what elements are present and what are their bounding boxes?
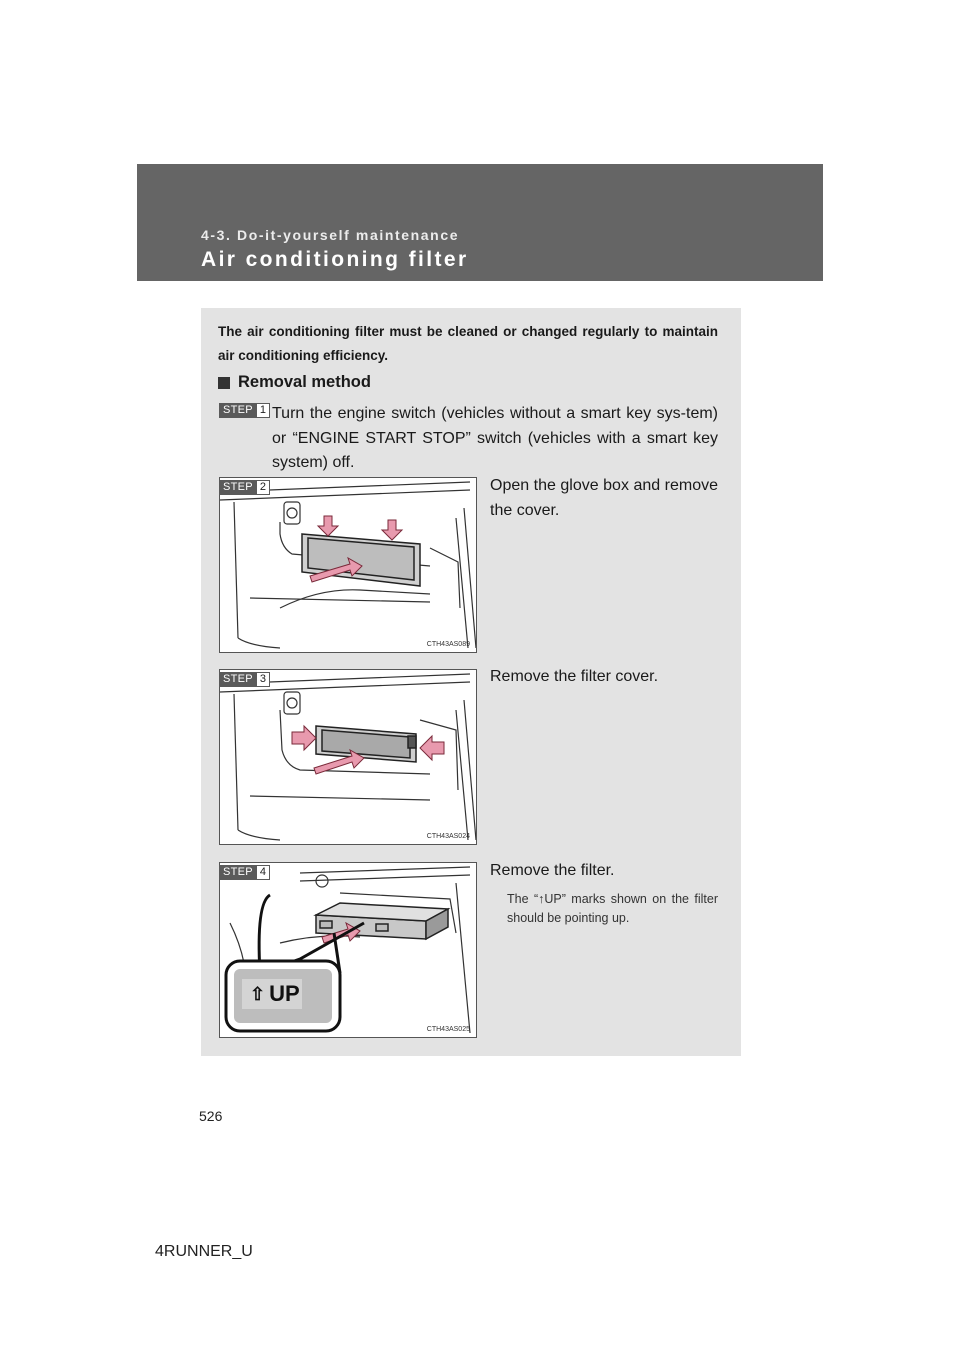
step-4-number: 4	[257, 865, 270, 880]
step-2-badge	[219, 480, 270, 495]
note-suffix: UP” marks shown on the filter should be pointing up.	[507, 892, 718, 925]
up-arrow-icon: ↑	[538, 892, 545, 906]
step-1-text: Turn the engine switch (vehicles without a smart key sys-tem) or “ENGINE START STOP” switch (vehicles with a smart key system) off.	[272, 405, 718, 471]
step-4-badge	[219, 865, 270, 880]
step-3-figure	[219, 669, 477, 845]
note-prefix: The “	[507, 892, 539, 906]
filter-removal-illustration	[220, 863, 476, 1037]
step-3-text: Remove the filter cover.	[490, 668, 659, 685]
step-4-figure-code: CTH43AS025	[426, 1026, 470, 1033]
footer-code: 4RUNNER_U	[155, 1243, 253, 1260]
step-2-number: 2	[257, 480, 270, 495]
step-1-number: 1	[257, 403, 270, 418]
page-title: Air conditioning filter	[201, 248, 469, 271]
step-2-figure-code: CTH43AS089	[426, 641, 470, 648]
step-2-text: Open the glove box and remove the cover.	[490, 477, 718, 519]
up-mark-inset	[250, 981, 300, 1007]
up-arrow-outline-icon: ⇧	[250, 983, 266, 1004]
intro-text: The air conditioning filter must be cleaned or changed regularly to maintain air conditioning efficiency.	[218, 324, 718, 363]
filter-cover-illustration	[220, 670, 476, 844]
glove-box-cover-illustration	[220, 478, 476, 652]
step-2-figure	[219, 477, 477, 653]
section-label: 4-3. Do-it-yourself maintenance	[201, 227, 460, 243]
step-1-label: STEP	[219, 403, 257, 418]
step-4-label: STEP	[219, 865, 257, 880]
step-4-text: Remove the filter.	[490, 862, 615, 879]
step-3-figure-code: CTH43AS024	[426, 833, 470, 840]
up-mark-text: UP	[269, 981, 300, 1006]
step-4-figure	[219, 862, 477, 1038]
removal-heading	[218, 373, 371, 392]
step-3-number: 3	[257, 672, 270, 687]
step-4-note	[507, 890, 718, 928]
step-1-badge	[219, 403, 270, 418]
step-3-label: STEP	[219, 672, 257, 687]
page-number: 526	[199, 1108, 223, 1124]
bullet-square-icon	[218, 377, 230, 389]
step-2-label: STEP	[219, 480, 257, 495]
removal-heading-label: Removal method	[238, 373, 371, 391]
step-3-badge	[219, 672, 270, 687]
